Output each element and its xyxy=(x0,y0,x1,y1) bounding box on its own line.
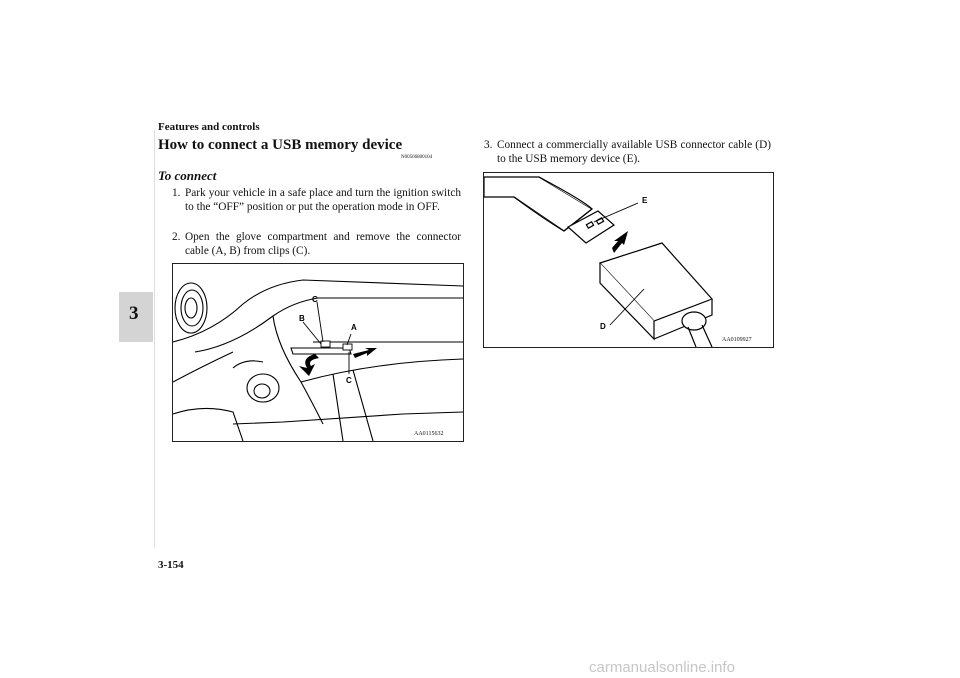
figure-glove-compartment xyxy=(172,263,464,442)
label-c-top: C xyxy=(312,295,318,304)
margin-rule xyxy=(154,130,155,548)
reference-code: N00566800104 xyxy=(401,155,433,160)
step-text: Connect a commercially available USB connector cable (D) to the USB memory device (E). xyxy=(497,139,771,165)
sub-heading: To connect xyxy=(158,168,217,183)
step-number: 1. xyxy=(172,187,181,199)
step-text: Park your vehicle in a safe place and turn the ignition switch to the “OFF” position or put the operation mode in OFF. xyxy=(185,187,461,213)
label-e: E xyxy=(642,196,648,205)
label-a: A xyxy=(351,323,357,332)
watermark[interactable]: carmanualsonline.info xyxy=(589,659,735,676)
label-b: B xyxy=(299,314,305,323)
step-3 xyxy=(484,139,771,166)
label-d: D xyxy=(600,322,606,331)
chapter-tab xyxy=(119,292,153,342)
page-number: 3-154 xyxy=(158,559,184,571)
chapter-number: 3 xyxy=(129,303,139,324)
step-text: Open the glove compartment and remove the connector cable (A, B) from clips (C). xyxy=(185,231,461,257)
section-header: Features and controls xyxy=(158,121,260,133)
page-title: How to connect a USB memory device xyxy=(158,137,403,153)
step-number: 3. xyxy=(484,139,493,151)
label-c-bottom: C xyxy=(346,376,352,385)
figure-code: AA0109927 xyxy=(722,337,752,343)
figure-code: AA0115632 xyxy=(414,431,444,437)
usb-connection-illustration xyxy=(484,173,773,347)
glove-compartment-illustration xyxy=(173,264,463,441)
step-2 xyxy=(172,231,461,258)
figure-usb-connection xyxy=(483,172,774,348)
step-1 xyxy=(172,187,461,214)
step-number: 2. xyxy=(172,231,181,243)
